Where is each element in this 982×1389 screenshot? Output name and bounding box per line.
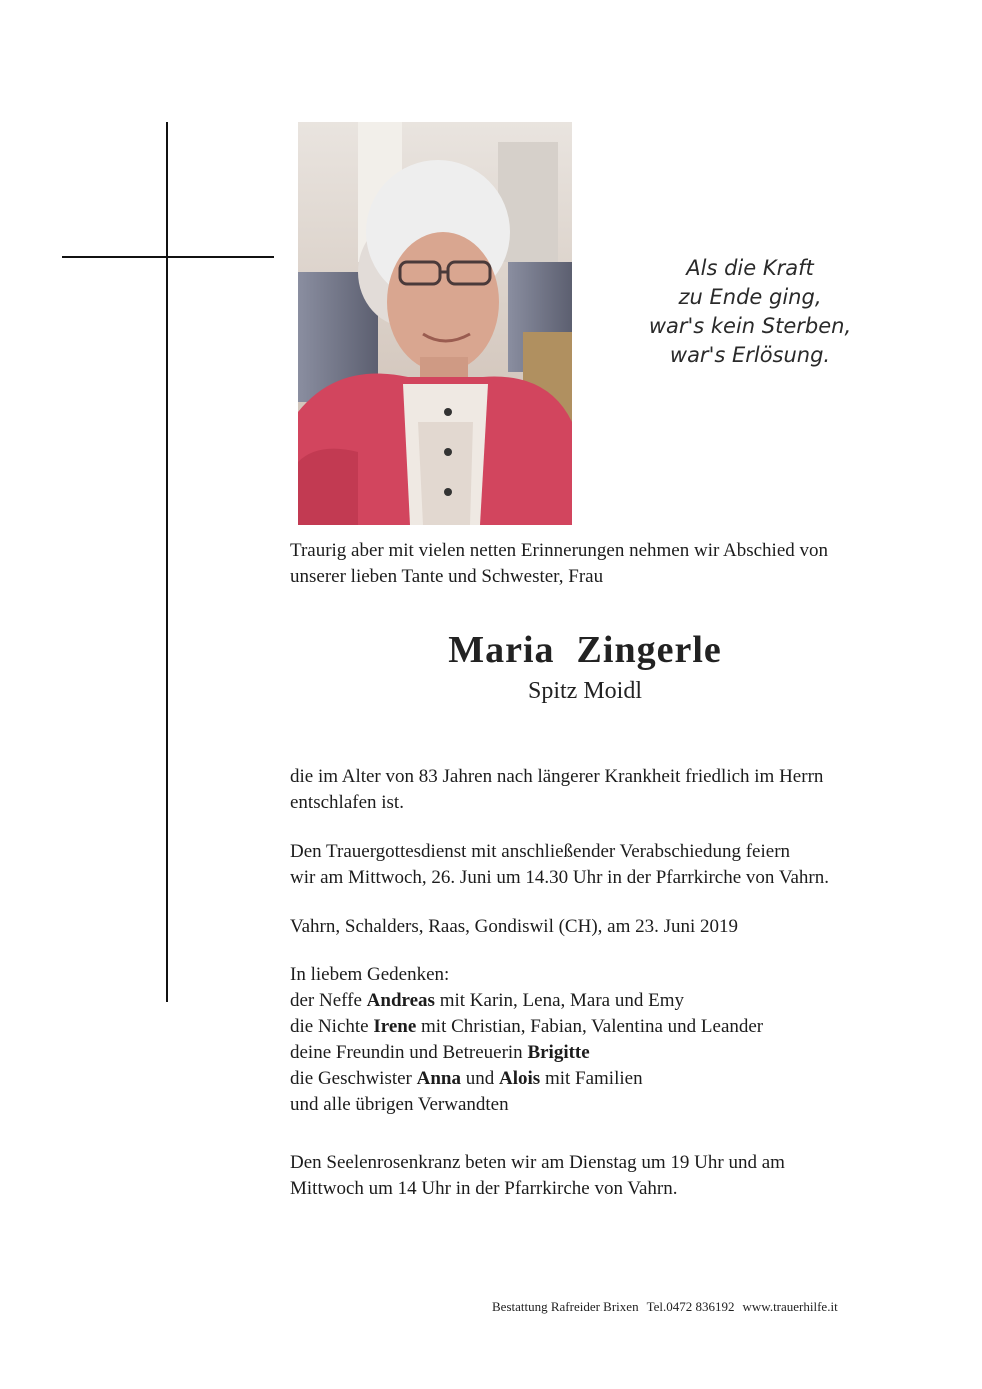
memorial-quote <box>620 254 880 370</box>
funeral-home-website: www.trauerhilfe.it <box>742 1299 838 1314</box>
rosary-line: Den Seelenrosenkranz beten wir am Dienstag um 19 Uhr und am <box>290 1152 785 1173</box>
intro-line: unserer lieben Tante und Schwester, Frau <box>290 566 604 587</box>
intro-text <box>290 538 828 590</box>
age-line: die im Alter von 83 Jahren nach längerer Krankheit friedlich im Herrn <box>290 766 824 787</box>
service-text <box>290 839 829 891</box>
mourner-line: die Nichte Irene mit Christian, Fabian, Valentina und Leander <box>290 1016 764 1037</box>
quote-line: Als die Kraft <box>686 256 814 280</box>
rosary-text <box>290 1150 785 1202</box>
age-line: entschlafen ist. <box>290 792 404 813</box>
deceased-name <box>290 628 880 672</box>
age-text <box>290 764 823 816</box>
mourner-line: deine Freundin und Betreuerin Brigitte <box>290 1042 590 1063</box>
first-name: Maria <box>448 629 555 671</box>
service-line: Den Trauergottesdienst mit anschließender Verabschiedung feiern <box>290 841 791 862</box>
funeral-home-name: Bestattung Rafreider Brixen <box>492 1299 639 1314</box>
portrait-photo <box>298 122 572 525</box>
footer <box>492 1299 838 1315</box>
quote-line: war's kein Sterben, <box>648 314 852 338</box>
funeral-home-phone: Tel.0472 836192 <box>646 1299 735 1314</box>
mourner-line: der Neffe Andreas mit Karin, Lena, Mara und Emy <box>290 990 684 1011</box>
portrait-illustration <box>298 122 572 525</box>
rosary-line: Mittwoch um 14 Uhr in der Pfarrkirche von Vahrn. <box>290 1178 678 1199</box>
intro-line: Traurig aber mit vielen netten Erinnerungen nehmen wir Abschied von <box>290 540 829 561</box>
cross-horizontal-bar <box>62 256 274 258</box>
mourners-list <box>290 962 763 1118</box>
last-name: Zingerle <box>576 629 722 671</box>
cross-vertical-bar <box>166 122 168 1002</box>
quote-line: war's Erlösung. <box>669 343 831 367</box>
deceased-nickname: Spitz Moidl <box>527 678 642 704</box>
mourner-line: und alle übrigen Verwandten <box>290 1094 509 1115</box>
mourner-line: die Geschwister Anna und Alois mit Familien <box>290 1068 643 1089</box>
place-date: Vahrn, Schalders, Raas, Gondiswil (CH), am 23. Juni 2019 <box>290 916 739 937</box>
quote-line: zu Ende ging, <box>678 285 822 309</box>
service-line: wir am Mittwoch, 26. Juni um 14.30 Uhr in der Pfarrkirche von Vahrn. <box>290 867 829 888</box>
mourners-heading: In liebem Gedenken: <box>290 964 450 985</box>
